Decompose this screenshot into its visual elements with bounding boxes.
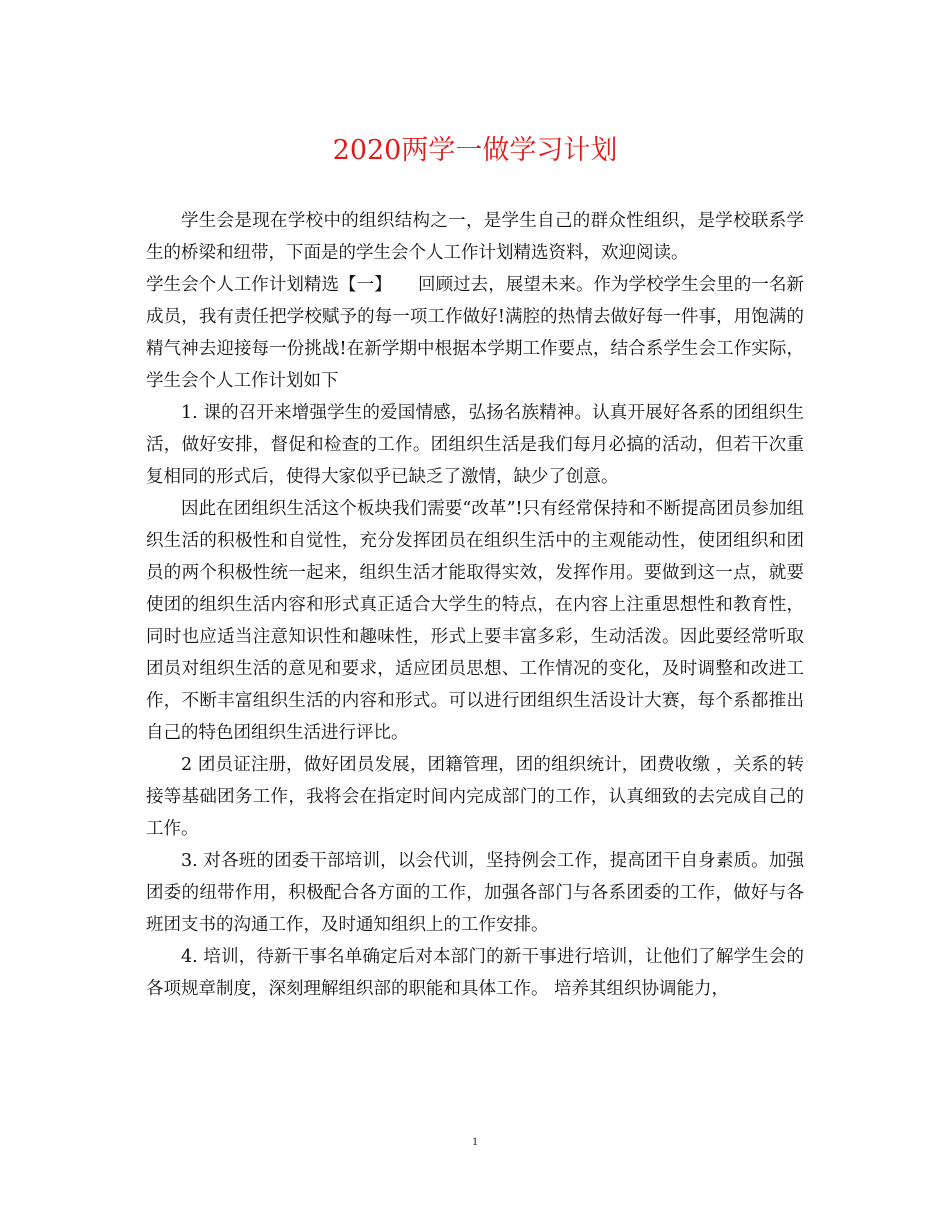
- plan-item-3: 3. 对各班的团委干部培训，以会代训，坚持例会工作，提高团干自身素质。加强团委的纽带作用，积极配合各方面的工作，加强各部门与各系团委的工作，做好与各班团支书的沟通工作，及时通知组织上的工作安排。: [146, 851, 804, 935]
- plan-item-2: 2 团员证注册，做好团员发展，团籍管理，团的组织统计，团费收缴 ，关系的转接等基础团务工作，我将会在指定时间内完成部门的工作，认真细致的去完成自己的工作。: [146, 755, 804, 839]
- plan-item-1: 1. 课的召开来增强学生的爱国情感，弘扬名族精神。认真开展好各系的团组织生活，做好安排，督促和检查的工作。团组织生活是我们每月必搞的活动，但若干次重复相同的形式后，使得大家似乎已缺乏了激情，缺少了创意。: [146, 403, 804, 487]
- section-paragraph: [146, 269, 804, 397]
- section-heading: 学生会个人工作计划精选【一】: [146, 275, 383, 295]
- document-body: [146, 205, 804, 1005]
- plan-item-4: 4. 培训，待新干事名单确定后对本部门的新干事进行培训，让他们了解学生会的各项规章制度，深刻理解组织部的职能和具体工作。 培养其组织协调能力，: [146, 947, 804, 999]
- section-intro-text: 回顾过去，展望未来。作为学校学生会里的一名新成员，我有责任把学校赋予的每一项工作做好!满腔的热情去做好每一件事，用饱满的精气神去迎接每一份挑战!在新学期中根据本学期工作要点，结合系学生会工作实际，学生会个人工作计划如下: [146, 275, 805, 391]
- page-number: 1: [472, 1134, 478, 1148]
- plan-item-1-continued: 因此在团组织生活这个板块我们需要“改革”!只有经常保持和不断提高团员参加组织生活的积极性和自觉性，充分发挥团员在组织生活中的主观能动性，使团组织和团员的两个积极性统一起来，组织生活才能取得实效，发挥作用。要做到这一点，就要使团的组织生活内容和形式真正适合大学生的特点，在内容上注重思想性和教育性，同时也应适当注意知识性和趣味性，形式上要丰富多彩，生动活泼。因此要经常听取团员对组织生活的意见和要求，适应团员思想、工作情况的变化，及时调整和改进工作，不断丰富组织生活的内容和形式。可以进行团组织生活设计大赛，每个系都推出自己的特色团组织生活进行评比。: [146, 499, 804, 743]
- intro-paragraph: 学生会是现在学校中的组织结构之一，是学生自己的群众性组织，是学校联系学生的桥梁和纽带，下面是的学生会个人工作计划精选资料，欢迎阅读。: [146, 211, 804, 263]
- document-title: 2020两学一做学习计划: [332, 135, 618, 166]
